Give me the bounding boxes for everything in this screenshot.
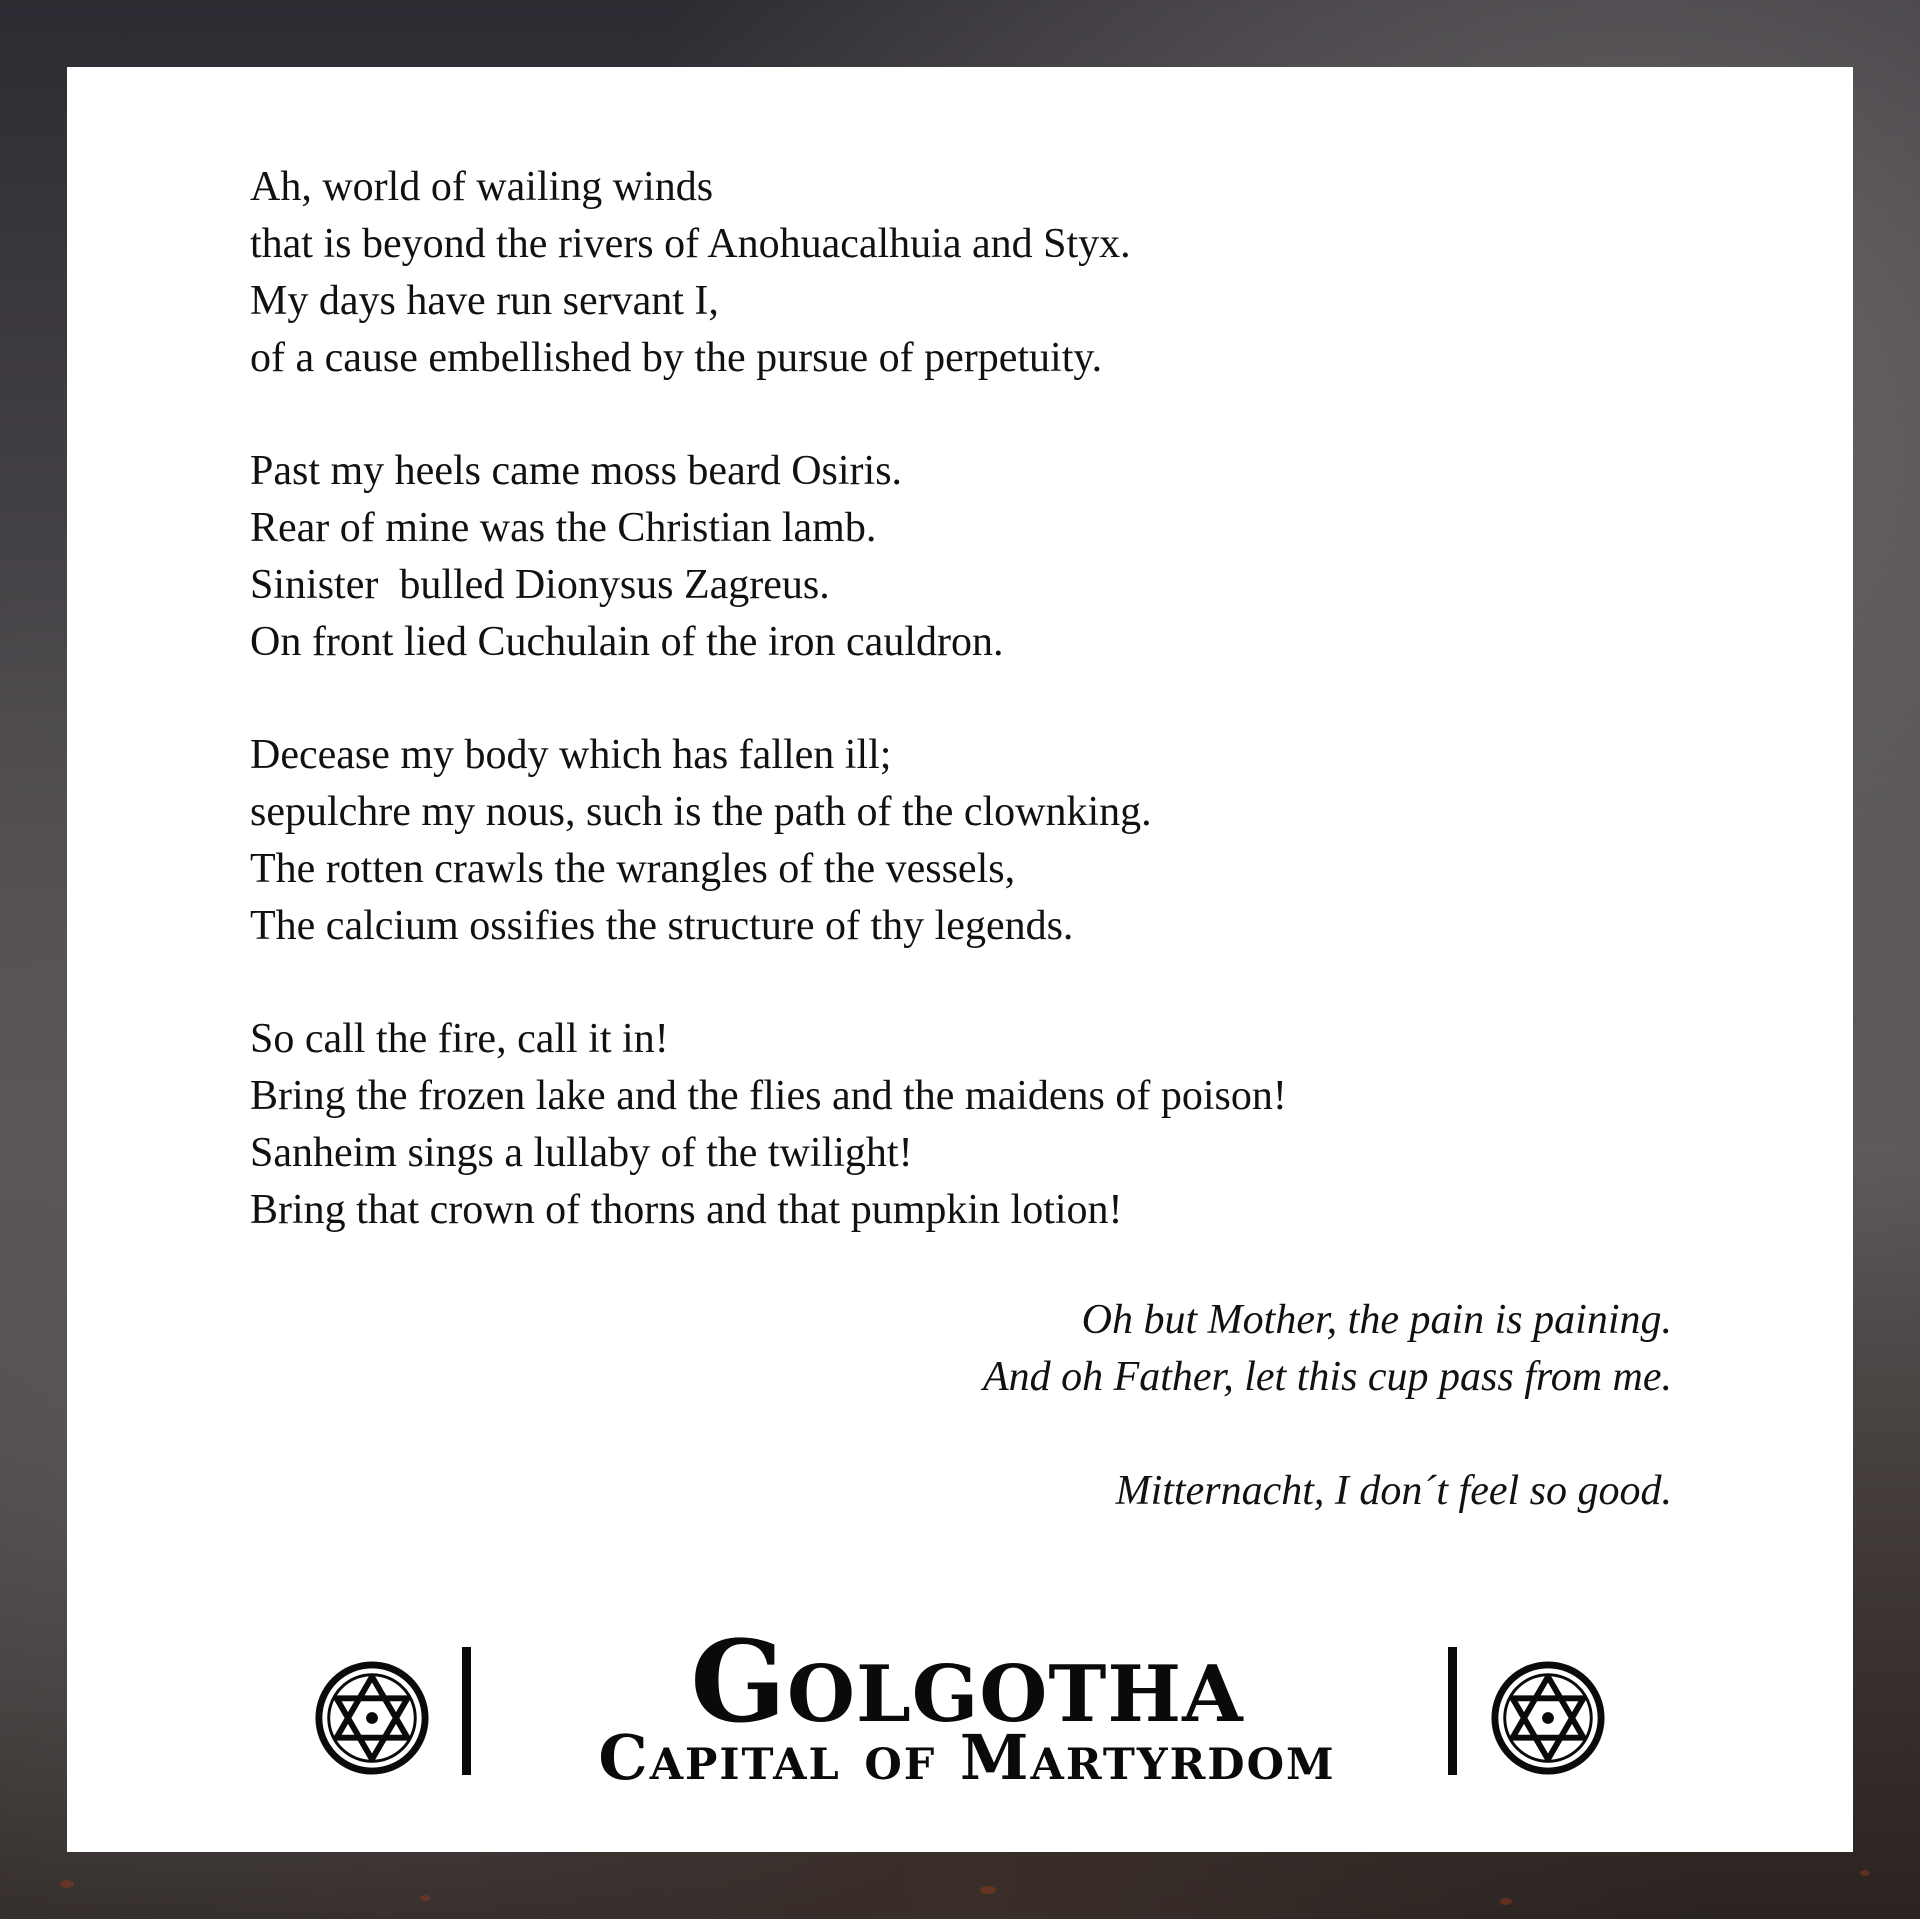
poem-line: sepulchre my nous, such is the path of the clownking. xyxy=(250,789,1152,835)
hexagram-sigil-icon xyxy=(313,1659,431,1777)
coda-line: Mitternacht, I don´t feel so good. xyxy=(1115,1468,1672,1514)
stanza-4 xyxy=(250,1011,1750,1239)
background-ember xyxy=(1860,1870,1870,1876)
stanza-3 xyxy=(250,727,1750,955)
poem-coda xyxy=(983,1292,1672,1520)
coda-line: And oh Father, let this cup pass from me. xyxy=(982,1354,1672,1400)
poem-line: Decease my body which has fallen ill; xyxy=(250,732,892,778)
poem-line: The calcium ossifies the structure of thy legends. xyxy=(250,903,1074,949)
poem-line: Bring that crown of thorns and that pumpkin lotion! xyxy=(250,1187,1123,1233)
lyrics-sheet xyxy=(67,67,1853,1852)
poem-line: Sinister bulled Dionysus Zagreus. xyxy=(250,562,830,608)
poem-line: My days have run servant I, xyxy=(250,278,719,324)
poem-line: On front lied Cuchulain of the iron cauldron. xyxy=(250,619,1004,665)
poem-line: The rotten crawls the wrangles of the vessels, xyxy=(250,846,1016,892)
poem-line: Sanheim sings a lullaby of the twilight! xyxy=(250,1130,913,1176)
poem-line: of a cause embellished by the pursue of perpetuity. xyxy=(250,335,1103,381)
background-ember xyxy=(420,1895,430,1901)
poem-line: that is beyond the rivers of Anohuacalhuia and Styx. xyxy=(250,221,1131,267)
stanza-2 xyxy=(250,443,1750,671)
album-footer xyxy=(67,1617,1853,1794)
poem-body xyxy=(250,159,1750,1295)
poem-line: So call the fire, call it in! xyxy=(250,1016,669,1062)
poem-line: Bring the frozen lake and the flies and the maidens of poison! xyxy=(250,1073,1287,1119)
album-title: Golgotha xyxy=(690,1617,1244,1748)
poem-line: Rear of mine was the Christian lamb. xyxy=(250,505,877,551)
poem-line: Ah, world of wailing winds xyxy=(250,164,714,210)
poem-line: Past my heels came moss beard Osiris. xyxy=(250,448,903,494)
background-ember xyxy=(980,1886,996,1894)
background-ember xyxy=(60,1880,74,1888)
stanza-1 xyxy=(250,159,1750,387)
background-ember xyxy=(1500,1898,1512,1905)
divider-bar xyxy=(1448,1647,1457,1775)
coda-line: Oh but Mother, the pain is paining. xyxy=(1081,1297,1672,1343)
album-subtitle: Capital of Martyrdom xyxy=(598,1721,1336,1794)
hexagram-sigil-icon xyxy=(1489,1659,1607,1777)
divider-bar xyxy=(462,1647,471,1775)
